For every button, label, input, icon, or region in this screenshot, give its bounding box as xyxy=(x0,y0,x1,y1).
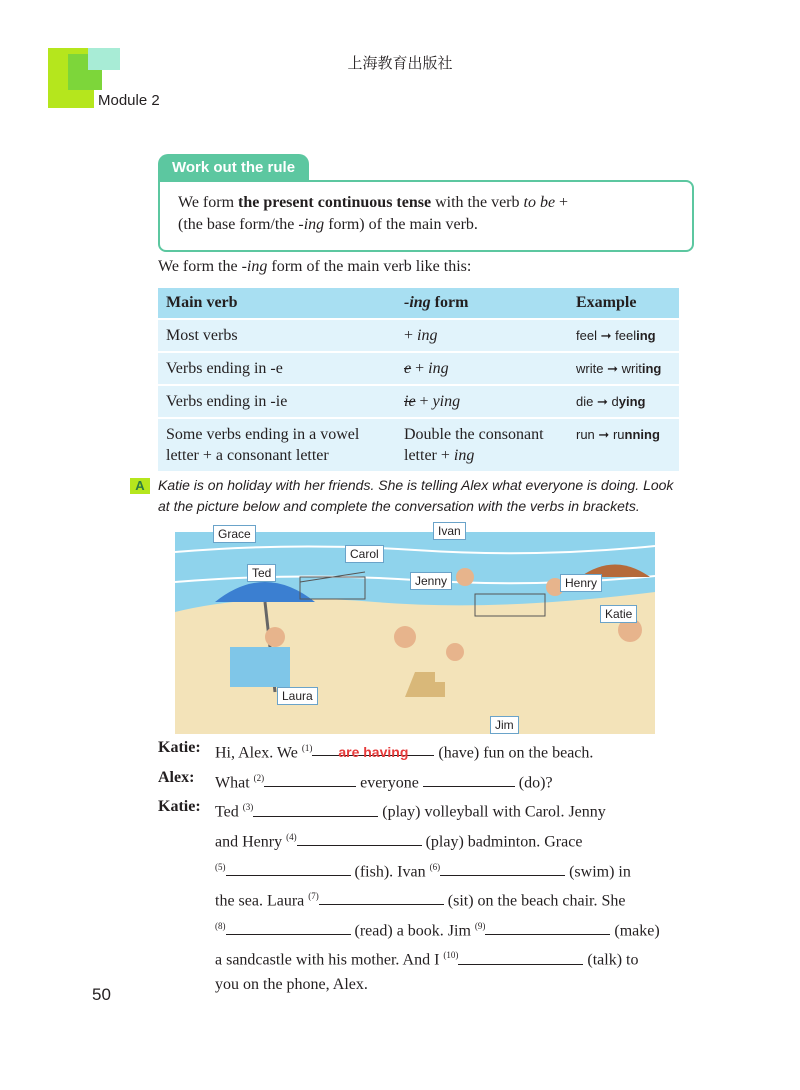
answer-blank-2b[interactable] xyxy=(423,771,515,787)
table-header-row xyxy=(158,288,679,319)
rule-box xyxy=(158,180,694,252)
table-intro: We form the -ing form of the main verb like this: xyxy=(158,258,472,275)
answer-blank-2a[interactable] xyxy=(264,771,356,787)
jenny-figure xyxy=(456,568,474,586)
speaker-alex: Alex: xyxy=(158,768,195,786)
beach-scene-svg xyxy=(175,522,655,734)
form-cell: Double the consonant letter + ing xyxy=(396,418,568,471)
header-ing-form: -ing form xyxy=(396,288,568,319)
table-row xyxy=(158,418,679,471)
form-cell: + ing xyxy=(396,319,568,352)
answer-blank-5[interactable] xyxy=(226,860,351,876)
mother-figure xyxy=(394,626,416,648)
rule-text: + xyxy=(555,194,569,211)
label-jim: Jim xyxy=(490,716,519,734)
answer-blank-4[interactable] xyxy=(297,830,422,846)
arrow-icon: ➞ xyxy=(596,394,608,409)
arrow-icon: ➞ xyxy=(607,361,618,376)
header-example: Example xyxy=(568,288,679,319)
form-cell: ie + ying xyxy=(396,385,568,418)
speaker-katie: Katie: xyxy=(158,739,201,756)
conversation xyxy=(158,736,718,997)
label-laura: Laura xyxy=(277,687,318,705)
rule-text-italic: -ing xyxy=(298,216,325,233)
rule-text-italic: to be xyxy=(523,194,556,211)
header-main-verb: Main verb xyxy=(158,288,396,319)
label-henry: Henry xyxy=(560,574,602,592)
arrow-icon: ➞ xyxy=(598,427,610,442)
form-cell: e + ing xyxy=(396,352,568,385)
jim-figure xyxy=(446,643,464,661)
label-katie: Katie xyxy=(600,605,637,623)
answer-blank-8[interactable] xyxy=(226,919,351,935)
label-carol: Carol xyxy=(345,545,384,563)
conversation-line: Katie: Ted $^{(3)}$ (play) volleyball with Carol. Jenny and Henry $^{(4)}$ (play) badminton. Grace $^{(5)}$ (fish). Ivan $^{(6)}$ (swim) in the sea. Laura $^{(7)}$ (sit) on the beach chair. She $^{(8)}$ (read) a book. Jim $^{(9)}$ (make) a sandcastle with his mother. And I $^{(10)}$ (talk) to you on the phone, Alex. xyxy=(158,795,718,997)
publisher-name: 上海教育出版社 xyxy=(347,54,453,72)
example-cell: feel ➞ feeling xyxy=(568,319,679,352)
arrow-icon: ➞ xyxy=(600,328,612,343)
example-cell: write ➞ writing xyxy=(568,352,679,385)
example-cell: die ➞ dying xyxy=(568,385,679,418)
rule-text-bold: the present continuous tense xyxy=(238,194,432,211)
verb-cell: Verbs ending in -e xyxy=(158,352,396,385)
verb-cell: Some verbs ending in a vowel letter + a consonant letter xyxy=(158,418,396,471)
table-row xyxy=(158,352,679,385)
ing-form-table xyxy=(158,288,679,471)
exercise-badge: A xyxy=(130,478,150,494)
answer-blank-7[interactable] xyxy=(319,889,444,905)
answer-blank-1[interactable] xyxy=(312,740,434,761)
label-ivan: Ivan xyxy=(433,522,466,540)
page-number: 50 xyxy=(92,985,111,1004)
example-cell: run ➞ running xyxy=(568,418,679,471)
label-grace: Grace xyxy=(213,525,256,543)
rule-text: We form xyxy=(178,194,239,211)
rule-text: form) of the main verb. xyxy=(324,216,478,233)
beach-illustration xyxy=(175,522,655,734)
verb-cell: Verbs ending in -ie xyxy=(158,385,396,418)
rule-text: (the base form/the xyxy=(178,216,299,233)
answer-blank-10[interactable] xyxy=(458,949,583,965)
beach-chair xyxy=(230,647,290,687)
label-jenny: Jenny xyxy=(410,572,452,590)
table-row xyxy=(158,385,679,418)
table-row xyxy=(158,319,679,352)
speaker-katie: Katie: xyxy=(158,798,201,816)
rule-text: with the verb xyxy=(431,194,524,211)
verb-cell: Most verbs xyxy=(158,319,396,352)
label-ted: Ted xyxy=(247,564,276,582)
exercise-instruction: Katie is on holiday with her friends. She is telling Alex what everyone is doing. Look at the picture below and complete the conversation with the verbs in brackets. xyxy=(158,477,674,514)
conversation-line: Alex: What $^{(2)}$ everyone (do)? xyxy=(158,766,718,796)
answer-blank-3[interactable] xyxy=(253,801,378,817)
example-answer: are having xyxy=(338,744,409,761)
answer-blank-9[interactable] xyxy=(485,919,610,935)
conversation-line: Katie: Hi, Alex. We $^{(1)}$ are having (have) fun on the beach. xyxy=(158,736,718,766)
laura-figure xyxy=(265,627,285,647)
answer-blank-6[interactable] xyxy=(440,860,565,876)
rule-tab: Work out the rule xyxy=(158,154,309,182)
module-label: Module 2 xyxy=(98,92,160,109)
